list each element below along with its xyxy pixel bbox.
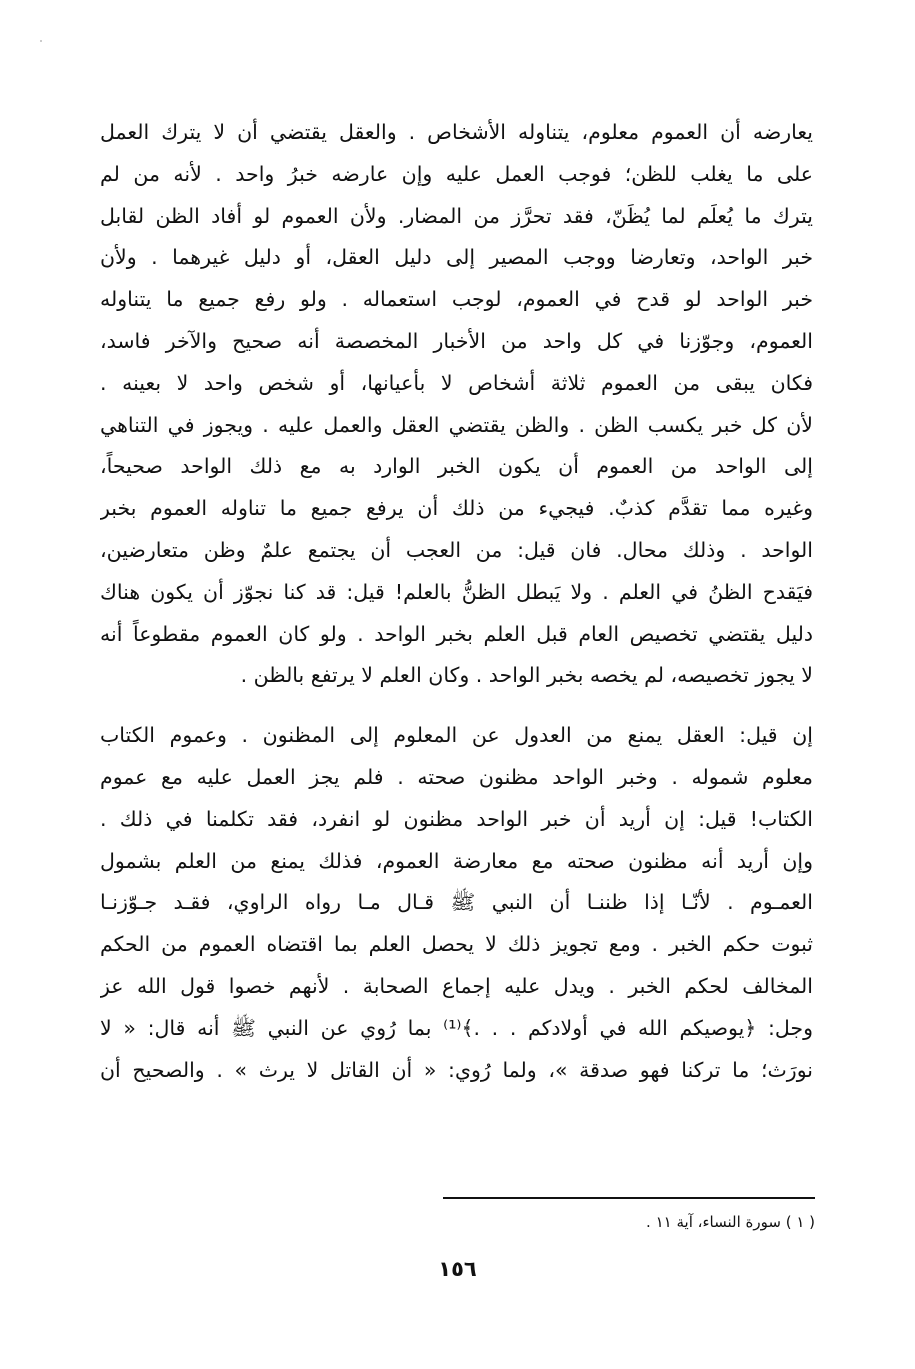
text-line: معلوم شموله . وخبر الواحد مظنون صحته . فلم يجز العمل عليه مع عموم — [100, 764, 813, 789]
text-line: الواحد . وذلك محال. فان قيل: من العجب أن يجتمع علمٌ وظن متعارضين، — [100, 537, 813, 562]
scan-speck — [40, 40, 42, 42]
text-line: العموم، وجوّزنا في كل واحد من الأخبار المخصصة أنه صحيح والآخر فاسد، — [100, 328, 813, 353]
text-line: لأن كل خبر يكسب الظن . والظن يقتضي العقل والعمل عليه . ويجوز في التناهي — [100, 412, 813, 437]
paragraph-1 — [100, 112, 813, 697]
text-line: فكان يبقى من العموم ثلاثة أشخاص لا بأعيانها، أو شخص واحد لا بعينه . — [100, 370, 813, 395]
text-line: لا يجوز تخصيصه، لم يخصه بخبر الواحد . وكان العلم لا يرتفع بالظن . — [240, 663, 813, 688]
footnote-divider — [443, 1197, 815, 1199]
text-line: العمـوم . لأنّـا إذا ظننـا أن النبي ﷺ قـال مـا رواه الراوي، فقـد جـوّزنـا — [100, 890, 813, 915]
footnote: ( ١ ) سورة النساء، آية ١١ . — [646, 1213, 815, 1231]
main-text-block — [100, 112, 813, 1091]
text-line: يعارضه أن العموم معلوم، يتناوله الأشخاص . والعقل يقتضي أن لا يترك العمل — [100, 120, 813, 144]
text-line: وغيره مما تقدَّم كذبٌ. فيجيء من ذلك أن يرفع جميع ما تناوله العموم بخبر — [100, 496, 813, 521]
text-line: فيَقدح الظنُ في العلم . ولا يَبطل الظنُّ بالعلم! قيل: قد كنا نجوّز أن يكون هناك — [100, 579, 813, 604]
text-line: يترك ما يُعلَم لما يُظَنّ، فقد تحرَّز من المضار. ولأن العموم لو أفاد الظن لقابل — [100, 203, 813, 228]
text-line: نورَث؛ ما تركنا فهو صدقة »، ولما رُوي: « أن القاتل لا يرث » . والصحيح أن — [100, 1057, 813, 1082]
text-line: ثبوت حكم الخبر . ومع تجويز ذلك لا يحصل العلم بما اقتضاه العموم من الحكم — [100, 932, 813, 957]
text-line: الكتاب! قيل: إن أريد أن خبر الواحد مظنون لو انفرد، فقد تكلمنا في ذلك . — [100, 806, 813, 831]
text-line: إن قيل: العقل يمنع من العدول عن المعلوم إلى المظنون . وعموم الكتاب — [100, 723, 813, 748]
text-line: المخالف لحكم الخبر . ويدل عليه إجماع الصحابة . لأنهم خصوا قول الله عز — [100, 973, 813, 998]
paragraph-gap — [100, 697, 813, 715]
paragraph-2 — [100, 715, 813, 1091]
text-line: إلى الواحد من العموم أن يكون الخبر الوارد به مع ذلك الواحد صحيحاً، — [100, 454, 813, 479]
text-line: خبر الواحد لو قدح في العموم، لوجب استعماله . ولو رفع جميع ما يتناوله — [100, 287, 813, 312]
text-line: خبر الواحد، وتعارضا ووجب المصير إلى دليل العقل، أو دليل غيرهما . ولأن — [100, 245, 813, 270]
text-line: وإن أريد أنه مظنون صحته مع معارضة العموم، فذلك يمنع من العلم بشمول — [100, 848, 813, 873]
text-line: وجل: ﴿يوصيكم الله في أولادكم . . .﴾⁽¹⁾ بما رُوي عن النبي ﷺ أنه قال: « لا — [100, 1015, 813, 1040]
page-number: ١٥٦ — [438, 1257, 477, 1281]
text-line: على ما يغلب للظن؛ فوجب العمل عليه وإن عارضه خبرُ واحد . لأنه من لم — [100, 161, 813, 186]
text-line: دليل يقتضي تخصيص العام قبل العلم بخبر الواحد . ولو كان العموم مقطوعاً أنه — [100, 621, 813, 646]
